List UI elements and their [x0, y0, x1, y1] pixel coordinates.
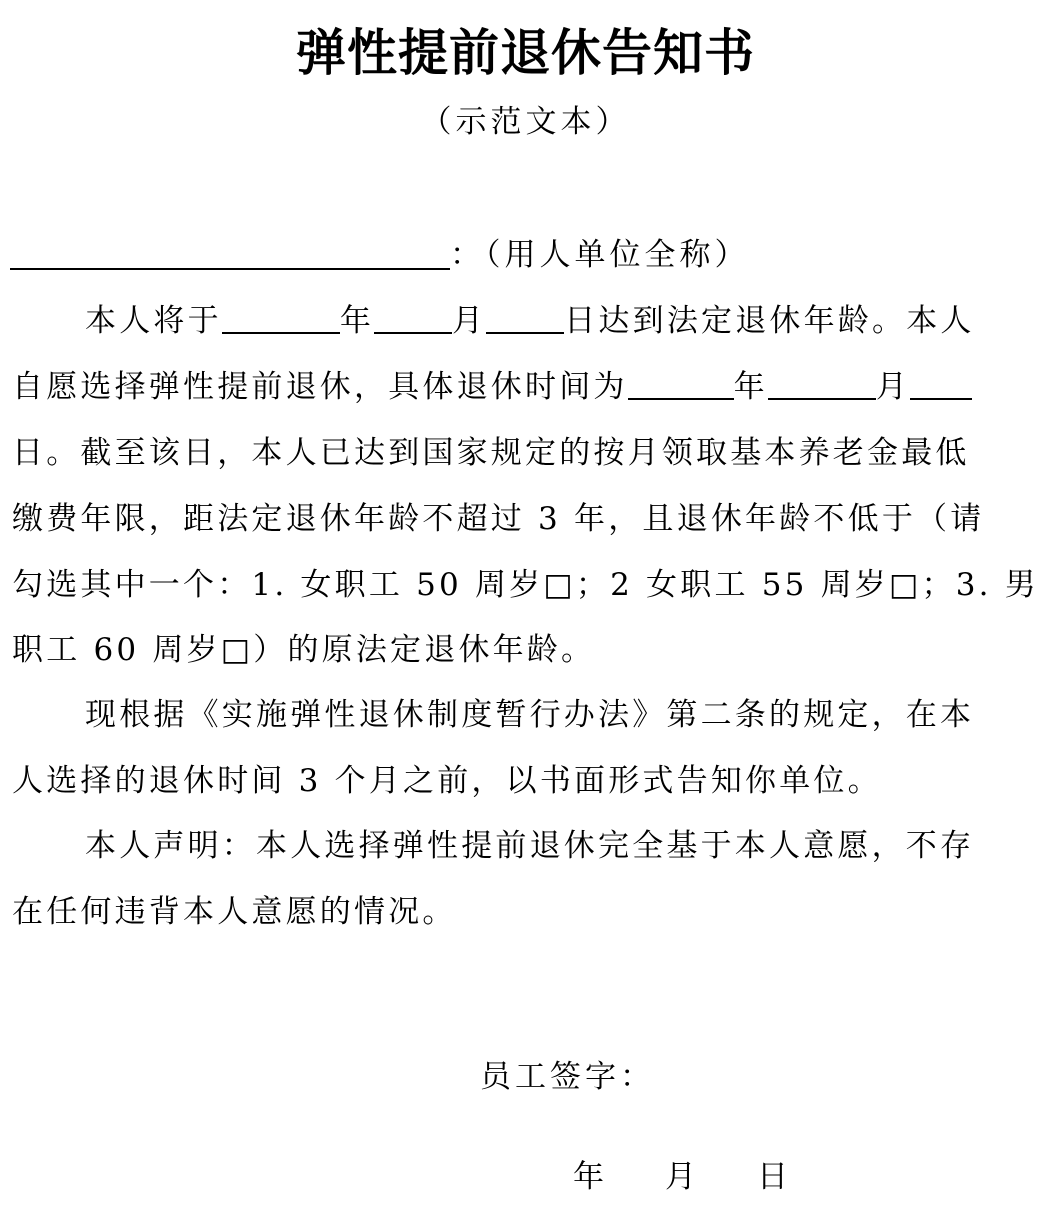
document-subtitle: （示范文本）: [420, 104, 631, 140]
text-segment: 自愿选择弹性提前退休，具体退休时间为: [12, 369, 628, 405]
addressee-line: [10, 230, 750, 280]
date-day-label: 日: [757, 1159, 788, 1195]
para1-line4: 缴费年限，距法定退休年龄不超过 3 年，且退休年龄不低于（请: [12, 501, 985, 537]
text-segment: 日达到法定退休年龄。本人: [564, 303, 975, 339]
date-year-label: 年: [573, 1159, 604, 1195]
para1-line1: [12, 296, 1051, 346]
addressee-label: ：（用人单位全称）: [450, 237, 750, 273]
para3-line1: 本人声明：本人选择弹性提前退休完全基于本人意愿，不存: [85, 828, 975, 864]
text-segment: 月: [875, 369, 911, 405]
retire-day-blank[interactable]: [910, 362, 972, 400]
employee-signature-label: 员工签字：: [480, 1059, 655, 1095]
para1-line3: 日。截至该日，本人已达到国家规定的按月领取基本养老金最低: [12, 435, 970, 471]
text-segment: 本人将于: [85, 303, 222, 339]
para1-line5: 勾选其中一个：1. 女职工 50 周岁□；2 女职工 55 周岁□；3. 男: [12, 567, 1039, 603]
signature-date: [573, 1152, 788, 1202]
text-segment: 年: [733, 369, 768, 405]
para2-line1: 现根据《实施弹性退休制度暂行办法》第二条的规定，在本: [85, 697, 975, 733]
para1-line6: 职工 60 周岁□）的原法定退休年龄。: [12, 632, 596, 668]
text-segment: 年: [339, 303, 375, 339]
birth-day-blank[interactable]: [486, 296, 564, 334]
birth-month-blank[interactable]: [374, 296, 452, 334]
text-segment: 月: [452, 303, 487, 339]
birth-year-blank[interactable]: [222, 296, 340, 334]
document-title: 弹性提前退休告知书: [296, 24, 755, 82]
retire-month-blank[interactable]: [768, 362, 876, 400]
para2-line2: 人选择的退休时间 3 个月之前，以书面形式告知你单位。: [12, 763, 882, 799]
employer-name-blank[interactable]: [10, 230, 450, 270]
para1-line2: [12, 362, 1042, 412]
para3-line2: 在任何违背本人意愿的情况。: [12, 894, 457, 930]
date-month-label: 月: [665, 1159, 696, 1195]
retire-year-blank[interactable]: [628, 362, 734, 400]
